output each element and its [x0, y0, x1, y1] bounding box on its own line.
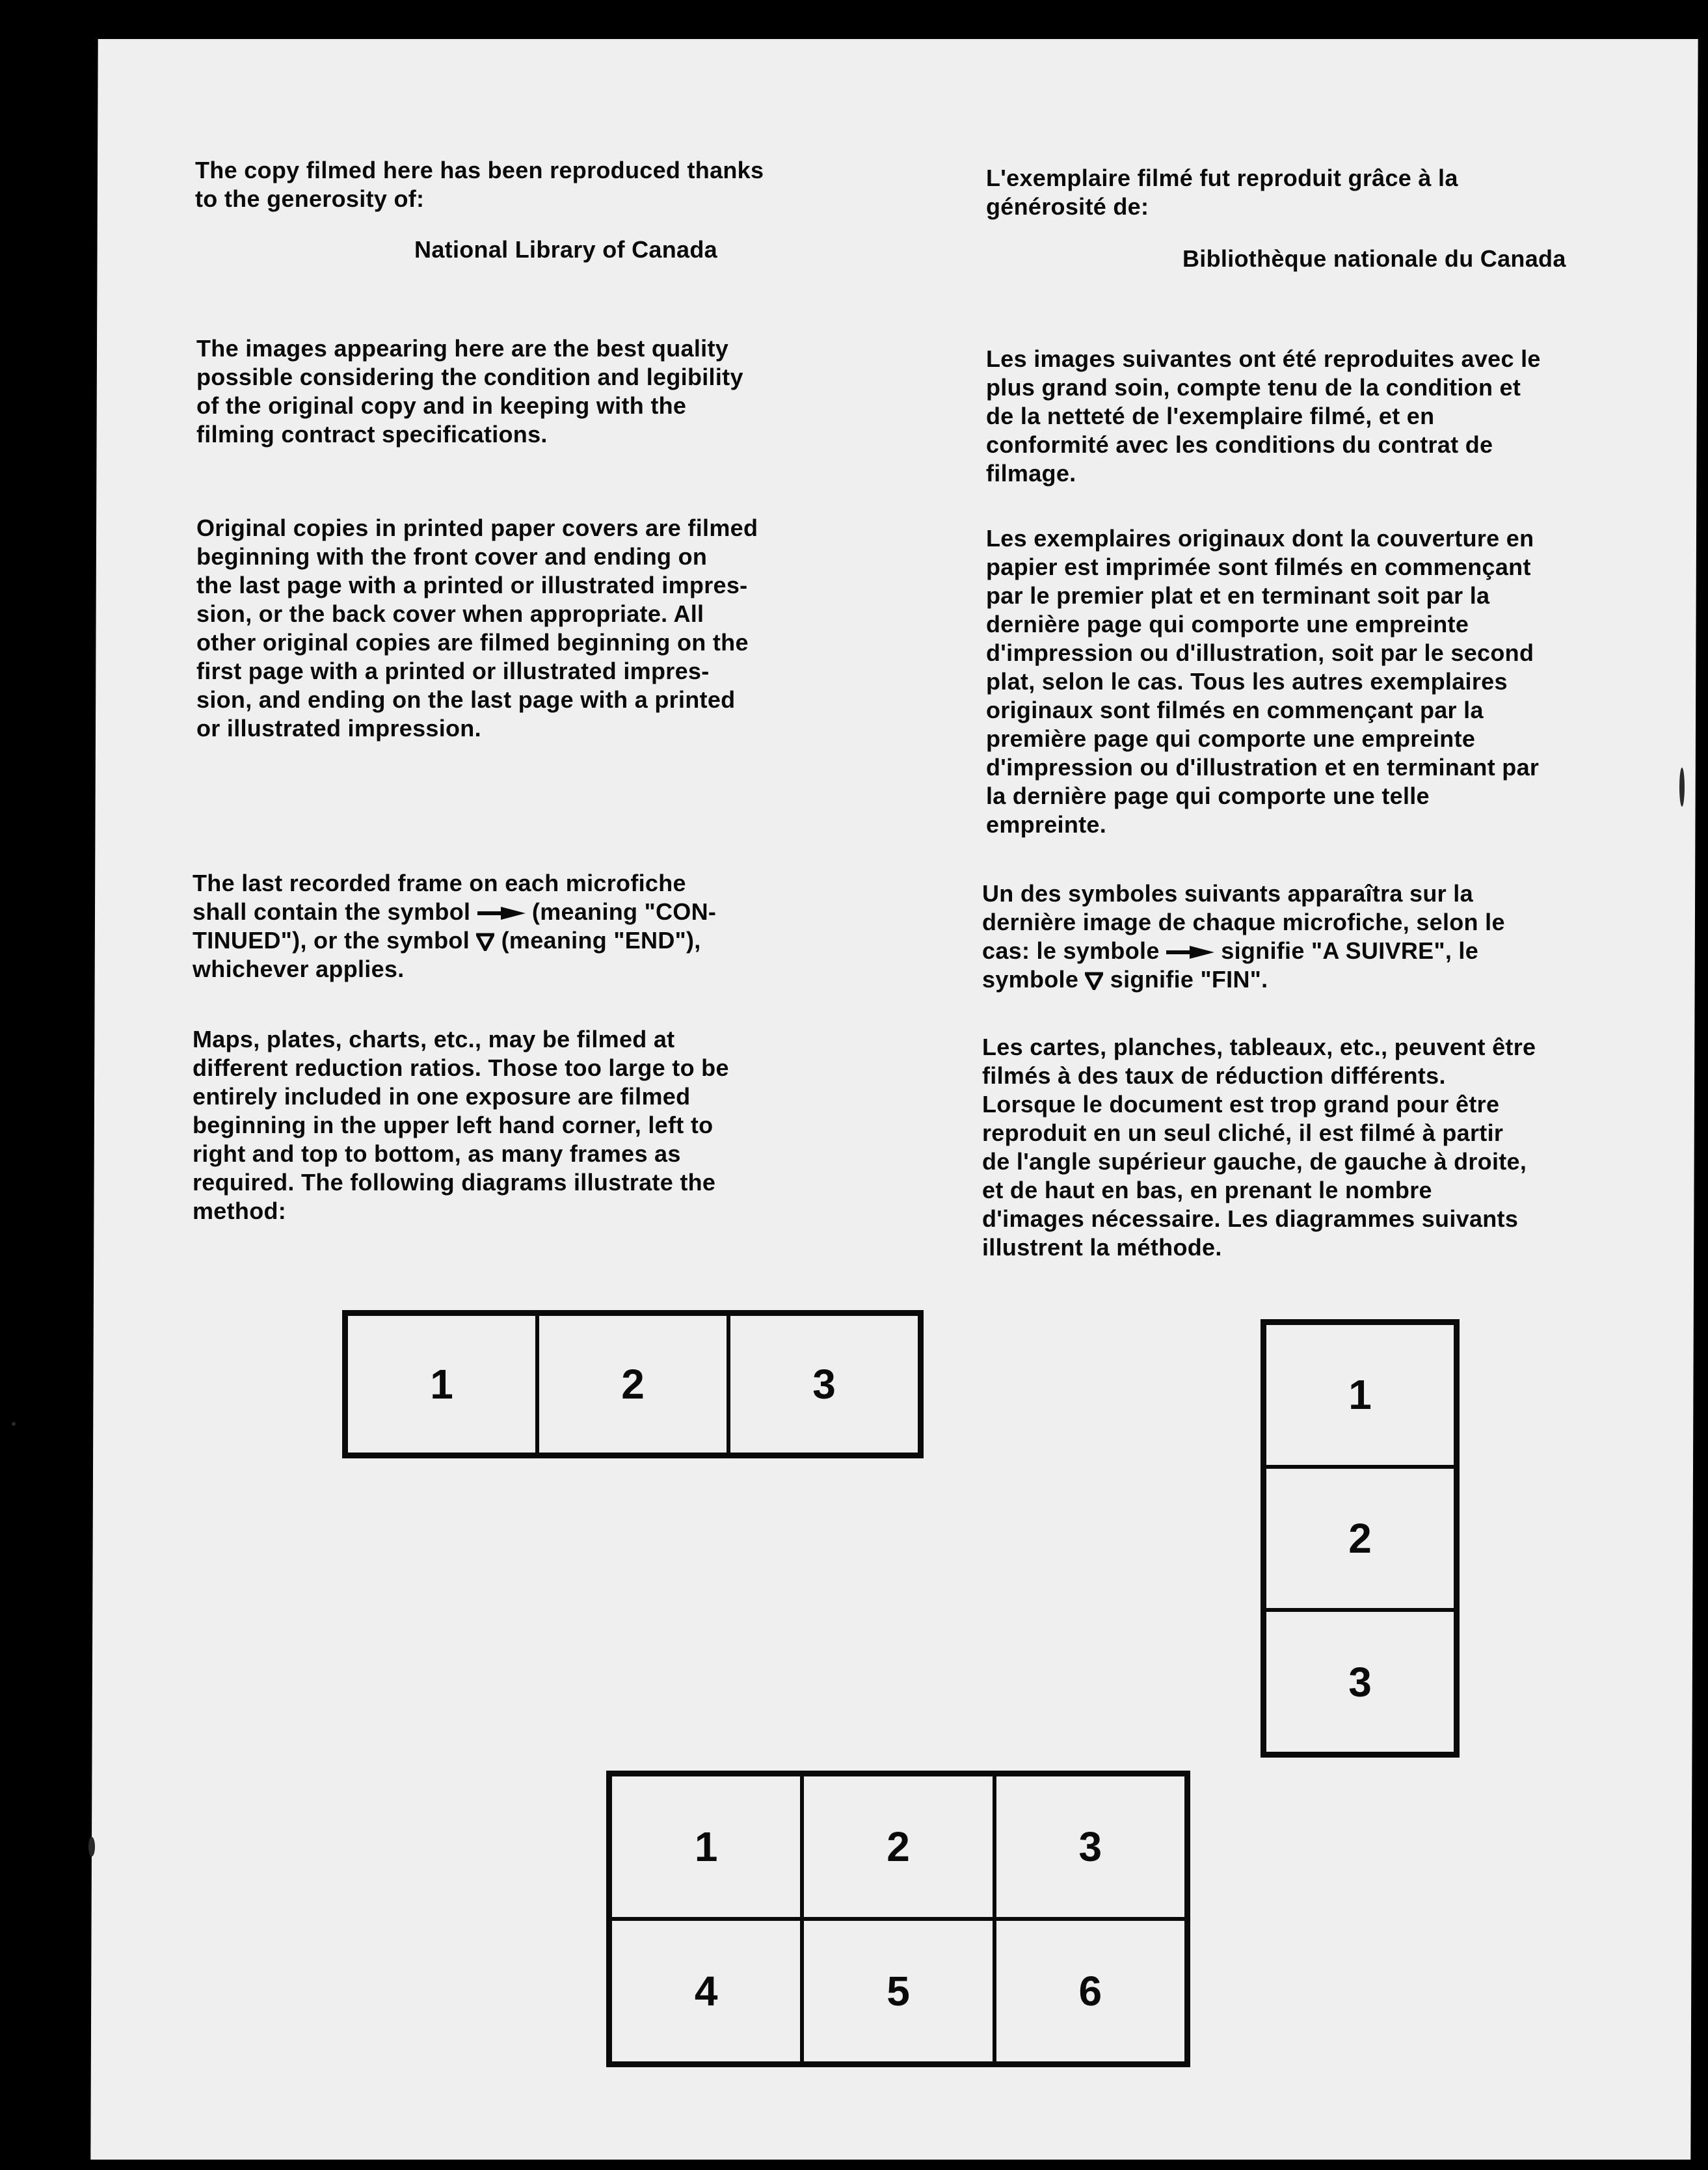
symbols-fr-line4a: symbole: [982, 966, 1079, 993]
film-speck: [1679, 768, 1685, 807]
end-triangle-icon: [476, 933, 494, 951]
symbols-en-line4: whichever applies.: [193, 956, 405, 982]
diagram-column-three: [1261, 1319, 1460, 1758]
institution-fr: Bibliothèque nationale du Canada: [1182, 245, 1566, 272]
continued-arrow-icon: [1166, 945, 1214, 959]
frame-cell: 5: [802, 1919, 994, 2063]
institution-en: National Library of Canada: [414, 236, 717, 263]
originals-fr: Les exemplaires originaux dont la couverture en papier est imprimée sont filmés en commençant par le premier plat et en terminant soit par la dernière page qui comporte une empreinte d'impression ou d'illustration, soit par le second plat, selon le cas. Tous les autres exemplaires originaux sont filmés en commençant par la première page qui comporte une empreinte d'impression ou d'illustration et en terminant par la dernière page qui comporte une telle empreinte.: [986, 525, 1540, 838]
end-triangle-icon: [1085, 972, 1103, 990]
intro-fr: L'exemplaire filmé fut reproduit grâce à la générosité de:: [986, 165, 1458, 220]
quality-fr: Les images suivantes ont été reproduites avec le plus grand soin, compte tenu de la condition et de la netteté de l'exemplaire filmé, et en conformité avec les conditions du contrat de filmage.: [986, 345, 1541, 487]
symbols-en-line3b: (meaning "END"),: [501, 927, 701, 954]
frame-cell: 2: [802, 1775, 994, 1919]
symbols-fr: [982, 879, 1652, 994]
frame-cell: 1: [346, 1314, 537, 1454]
symbols-en: [193, 869, 941, 984]
frame-cell: 2: [537, 1314, 728, 1454]
film-speck: [88, 1837, 95, 1856]
symbols-fr-line1: Un des symboles suivants apparaîtra sur la: [982, 880, 1473, 907]
frame-cell: 1: [1264, 1323, 1456, 1467]
symbols-en-line1: The last recorded frame on each microfiche: [193, 870, 686, 896]
frame-cell: 4: [610, 1919, 802, 2063]
symbols-fr-line4: [982, 965, 1652, 994]
frame-cell: 1: [610, 1775, 802, 1919]
symbols-fr-line4b: signifie "FIN".: [1110, 966, 1268, 993]
symbols-fr-line2: dernière image de chaque microfiche, selon le: [982, 909, 1505, 935]
continued-arrow-icon: [477, 906, 526, 920]
frame-cell: 6: [994, 1919, 1186, 2063]
frame-cell: 3: [994, 1775, 1186, 1919]
frame-cell: 3: [1264, 1610, 1456, 1754]
intro-en: The copy filmed here has been reproduced thanks to the generosity of:: [195, 157, 764, 212]
symbols-en-line3a: TINUED"), or the symbol: [193, 927, 470, 954]
frame-cell: 2: [1264, 1467, 1456, 1611]
maps-en: Maps, plates, charts, etc., may be filmed at different reduction ratios. Those too large to be entirely included in one exposure are filmed beginning in the upper left hand corner, left to right and top to bottom, as many frames as required. The following diagrams illustrate the method:: [193, 1026, 729, 1224]
film-speck: [12, 1422, 16, 1426]
quality-en: The images appearing here are the best quality possible considering the condition and legibility of the original copy and in keeping with the filming contract specifications.: [196, 335, 743, 448]
originals-en: Original copies in printed paper covers are filmed beginning with the front cover and ending on the last page with a printed or illustrated impres- sion, or the back cover when appropriate. All other original copies are filmed beginning on the first page with a printed or illustrated impres- sion, and ending on the last page with a printed or illustrated impression.: [196, 515, 758, 742]
symbols-en-line2b: (meaning "CON-: [531, 898, 717, 925]
symbols-fr-line3: [982, 937, 1652, 965]
symbols-en-line3: [193, 926, 941, 955]
diagram-row-three: [342, 1310, 924, 1458]
symbols-en-line2: [193, 898, 941, 926]
maps-fr: Les cartes, planches, tableaux, etc., peuvent être filmés à des taux de réduction différents. Lorsque le document est trop grand pour être reproduit en un seul cliché, il est filmé à partir de l'angle supérieur gauche, de gauche à droite, et de haut en bas, en prenant le nombre d'images nécessaire. Les diagrammes suivants illustrent la méthode.: [982, 1034, 1536, 1261]
symbols-en-line2a: shall contain the symbol: [193, 898, 471, 925]
frame-cell: 3: [728, 1314, 920, 1454]
diagram-grid-six: [606, 1771, 1190, 2067]
symbols-fr-line3a: cas: le symbole: [982, 937, 1160, 964]
symbols-fr-line3b: signifie "A SUIVRE", le: [1221, 937, 1479, 964]
